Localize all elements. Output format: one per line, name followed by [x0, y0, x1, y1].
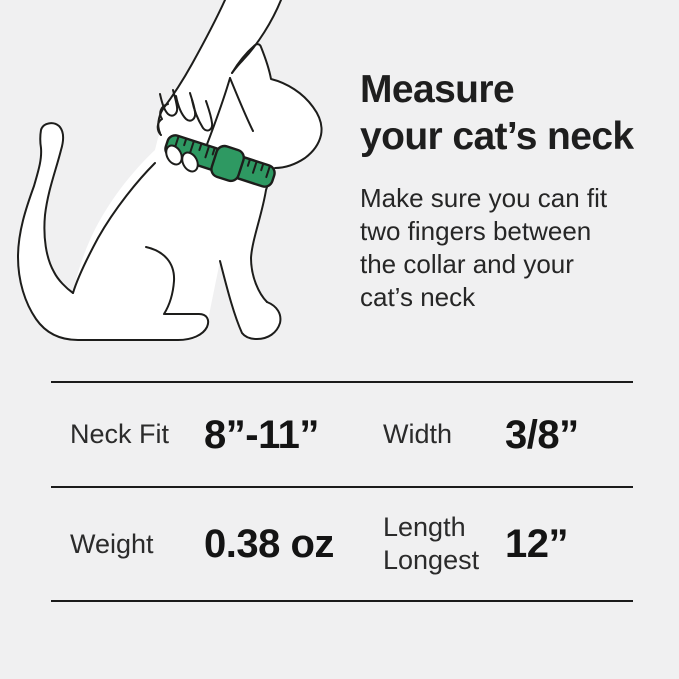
- spec-label-weight: Weight: [70, 528, 154, 559]
- spec-label-width: Width: [383, 419, 453, 449]
- page-title-line1: Measure: [360, 68, 515, 111]
- header: [360, 66, 660, 314]
- spec-value-neck-fit: 8”-11”: [204, 412, 319, 457]
- spec-value-weight: 0.38 oz: [204, 522, 334, 566]
- instruction-text: Make sure you can fit two fingers between the collar and your cat’s neck: [360, 183, 608, 312]
- spec-value-length-longest: 12”: [505, 522, 568, 566]
- divider-bottom: [51, 600, 633, 602]
- cat-silhouette: [18, 0, 322, 340]
- spec-row-2: [0, 488, 679, 600]
- page-title: [360, 66, 660, 160]
- spec-label-neck-fit: Neck Fit: [70, 419, 170, 449]
- spec-label-length-longest: Length Longest: [383, 512, 480, 575]
- spec-value-width: 3/8”: [505, 412, 579, 457]
- page-title-line2: your cat’s neck: [360, 115, 634, 158]
- cat-measuring-illustration: [0, 0, 348, 362]
- spec-row-1: [0, 383, 679, 486]
